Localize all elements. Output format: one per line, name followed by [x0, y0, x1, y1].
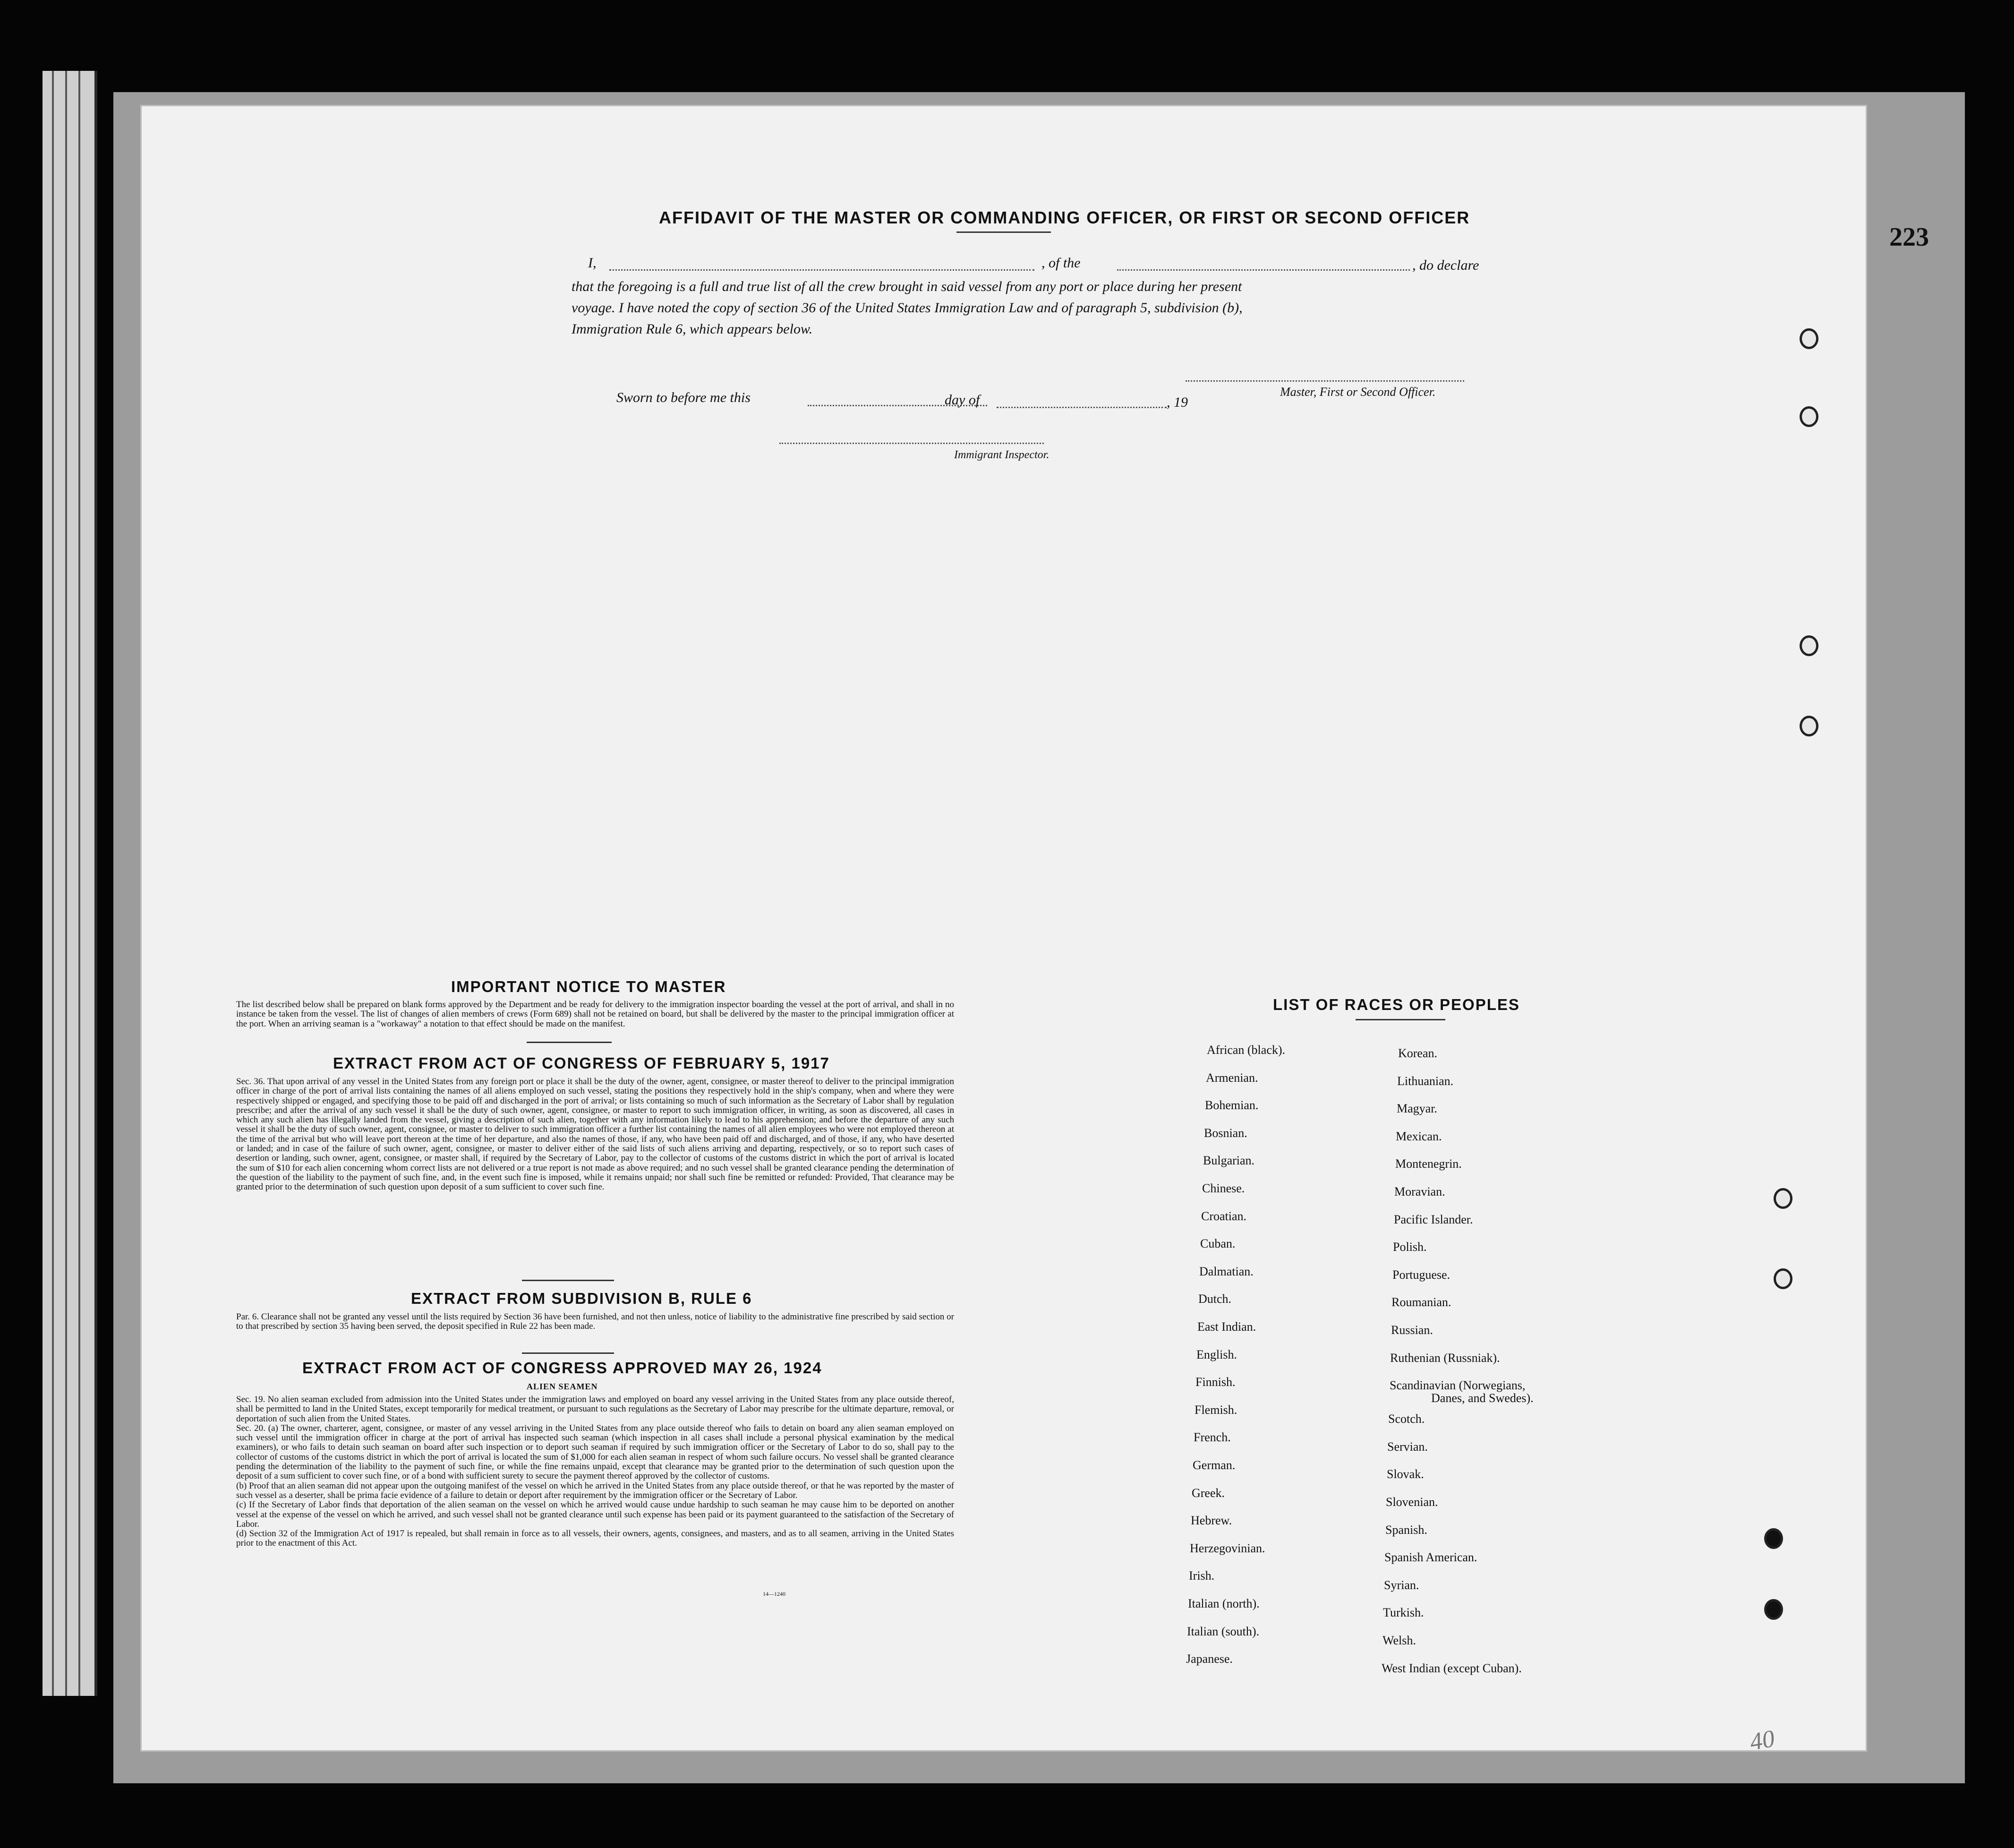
- race-item: Croatian.: [1201, 1209, 1247, 1223]
- race-item: Dutch.: [1198, 1292, 1232, 1306]
- extract-rule6-body: Par. 6. Clearance shall not be granted any vessel until the lists required by Section 36 have been furnished, and not then unless, notice of liability to the administrative fine prescribed by said section or to that prescribed by section 35 having been served, the deposit specified in Rule 22 has been made.: [236, 1312, 954, 1332]
- race-item: Scandinavian (Norwegians,: [1390, 1378, 1526, 1393]
- page-number: 223: [1889, 222, 1929, 252]
- extract-1917-body: Sec. 36. That upon arrival of any vessel in the United States from any foreign port or place it shall be the duty of the owner, agent, consignee, or master thereof to deliver to the principal immigration officer in charge of the port of arrival lists containing the names of all aliens employed on such vessel, stating the positions they respectively hold in the ship's company, when and where they were respectively shipped or engaged, and specifying those to be paid off and discharged in the port of arrival; or lists containing so much of such information as the Secretary of Labor shall by regulation prescribe; and after the arrival of any such vessel it shall be the duty of such owner, agent, consignee, or master to report to such immigration officer, in writing, as soon as discovered, all cases in which any such alien has illegally landed from the vessel, giving a description of such alien, together with any information likely to lead to his apprehension; and before the departure of any such vessel it shall be the duty of such owner, agent, consignee, or master to deliver to such immigration officer a further list containing the names of all alien employees who were not employed thereon at the time of the arrival but who will leave port thereon at the time of her departure, and also the names of those, if any, who have been paid off and discharged, and of those, if any, who have deserted or landed; and in case of the failure of such owner, agent, consignee, or master to deliver either of the said lists of such aliens arriving and departing, respectively, or so to report such cases of desertion or landing, such owner, agent, consignee, or master shall, if required by the Secretary of Labor, pay to the collector of customs of the customs district in which the port of arrival is located the sum of $10 for each alien concerning whom correct lists are not delivered or a true report is not made as above required; and no such vessel shall be granted clearance pending the determination of the question of the liability to the payment of such fine, and, in the event such fine is imposed, while it remains unpaid; nor shall such fine be remitted or refunded: Provided, That clearance may be granted prior to the determination of such question upon deposit of a sum sufficient to cover such fine.: [236, 1077, 954, 1192]
- binder-hole: [1800, 635, 1818, 656]
- race-item: Scotch.: [1388, 1412, 1425, 1426]
- race-item: Lithuanian.: [1397, 1074, 1454, 1088]
- document-page: [142, 106, 1866, 1756]
- race-item: Greek.: [1192, 1486, 1225, 1500]
- binder-hole: [1764, 1528, 1783, 1549]
- name-blank: [609, 269, 1034, 271]
- inspector-signature-line: [779, 443, 1044, 444]
- races-title: LIST OF RACES OR PEOPLES: [1273, 996, 1520, 1013]
- sec-20a-paragraph: Sec. 20. (a) The owner, charterer, agent, consignee, or master of any vessel arriving in the United States from any place outside thereof who fails to detain on board any alien seaman employed on such vessel until the immigration officer in charge at the port of arrival has inspected such seaman (which inspection in all cases shall include a personal physical examination by the medical examiners), or who fails to detain such seaman on board after such inspection or to deport such seaman if required by such immigration officer or the Secretary of Labor to do so, shall pay to the collector of customs of the customs district in which the port of arrival is located the sum of $1,000 for each alien seaman in respect of whom such failure occurs. No vessel shall be granted clearance pending the determination of the liability to the payment of such fine, or while the fine remains unpaid, except that clearance may be granted prior to the determination of such question upon the deposit of a sum sufficient to cover such fine, or of a bond with sufficient surety to secure the payment thereof approved by the collector of customs.: [236, 1423, 954, 1481]
- binder-hole: [1774, 1268, 1792, 1289]
- extract-1917-title: EXTRACT FROM ACT OF CONGRESS OF FEBRUARY 5, 1917: [333, 1054, 830, 1072]
- race-item: Slovenian.: [1386, 1495, 1438, 1509]
- race-item: Ruthenian (Russniak).: [1390, 1351, 1500, 1365]
- race-item: Turkish.: [1383, 1606, 1424, 1620]
- month-blank: [997, 407, 1167, 408]
- race-item: Irish.: [1189, 1569, 1215, 1583]
- binder-hole: [1800, 328, 1818, 349]
- affidavit-of-the: , of the: [1041, 255, 1081, 271]
- race-item: Bohemian.: [1205, 1098, 1259, 1112]
- spine-line: [52, 71, 54, 1696]
- sec-19-paragraph: Sec. 19. No alien seaman excluded from admission into the United States under the immigration laws and employed on board any vessel arriving in the United States from any place outside thereof, shall be permitted to land in the United States, except temporarily for medical treatment, or pursuant to such regulations as the Secretary of Labor may prescribe for the ultimate departure, removal, or deportation of such alien from the United States.: [236, 1395, 954, 1424]
- race-item: East Indian.: [1197, 1320, 1256, 1334]
- master-signature-label: Master, First or Second Officer.: [1280, 385, 1436, 399]
- race-item: Korean.: [1398, 1046, 1438, 1060]
- section-rule: [522, 1352, 614, 1354]
- sworn-text: Sworn to before me this: [616, 390, 751, 405]
- day-of-text: day of: [945, 392, 980, 408]
- binder-hole: [1774, 1188, 1792, 1209]
- race-item: Servian.: [1387, 1439, 1428, 1454]
- race-item: Flemish.: [1195, 1403, 1237, 1417]
- race-item: Mexican.: [1396, 1129, 1442, 1143]
- race-item: Pacific Islander.: [1394, 1212, 1473, 1226]
- race-item: Roumanian.: [1391, 1295, 1451, 1309]
- race-item: Welsh.: [1382, 1634, 1416, 1647]
- spine-line: [65, 71, 67, 1696]
- race-item: Spanish.: [1385, 1523, 1427, 1537]
- sec-20d-paragraph: (d) Section 32 of the Immigration Act of 1917 is repealed, but shall remain in force as to all vessels, their owners, agents, consignees, and masters, and as to all seamen, arriving in the United States prior to the enactment of this Act.: [236, 1529, 954, 1549]
- race-item: Magyar.: [1397, 1102, 1437, 1116]
- extract-1924-body: [236, 1395, 954, 1549]
- affidavit-title: AFFIDAVIT OF THE MASTER OR COMMANDING OFFICER, OR FIRST OR SECOND OFFICER: [659, 208, 1470, 227]
- alien-seamen-subtitle: ALIEN SEAMEN: [527, 1382, 598, 1391]
- binder-hole: [1800, 716, 1818, 736]
- race-item: Portuguese.: [1392, 1267, 1451, 1282]
- master-signature-line: [1186, 380, 1464, 382]
- races-title-rule: [1356, 1019, 1445, 1020]
- race-item: Chinese.: [1202, 1181, 1245, 1195]
- affidavit-do-declare: , do declare: [1412, 257, 1479, 273]
- spine-line: [78, 71, 80, 1696]
- race-item: English.: [1196, 1347, 1237, 1361]
- race-item: Slovak.: [1387, 1467, 1424, 1481]
- race-item: Finnish.: [1195, 1375, 1236, 1389]
- race-item: Herzegovinian.: [1190, 1541, 1265, 1555]
- sec-20c-paragraph: (c) If the Secretary of Labor finds that deportation of the alien seaman on the vessel on which he arrived would cause undue hardship to such seaman he may cause him to be deported on another vessel at the expense of the vessel on which he arrived, and such vessel shall not be granted clearance until such expense has been paid or its payment guaranteed to the satisfaction of the Secretary of Labor.: [236, 1500, 954, 1529]
- race-item: Dalmatian.: [1199, 1264, 1254, 1278]
- race-item: West Indian (except Cuban).: [1382, 1661, 1522, 1675]
- race-item: Danes, and Swedes).: [1431, 1391, 1534, 1405]
- race-item: Syrian.: [1384, 1578, 1419, 1592]
- title-rule: [956, 231, 1051, 233]
- race-item: Polish.: [1393, 1240, 1427, 1254]
- form-number: 14—1240: [763, 1591, 785, 1597]
- race-item: French.: [1194, 1430, 1231, 1445]
- extract-1924-title: EXTRACT FROM ACT OF CONGRESS APPROVED MAY 26, 1924: [302, 1359, 822, 1377]
- race-item: Montenegrin.: [1395, 1157, 1462, 1171]
- binder-hole: [1800, 406, 1818, 427]
- race-item: Bulgarian.: [1203, 1154, 1255, 1168]
- section-rule: [522, 1280, 614, 1281]
- section-rule: [527, 1042, 612, 1043]
- inspector-label: Immigrant Inspector.: [954, 449, 1050, 461]
- race-item: African (black).: [1207, 1043, 1286, 1057]
- notice-body: The list described below shall be prepared on blank forms approved by the Department and be ready for delivery to the immigration inspector boarding the vessel at the port of arrival, and shall in no instance be taken from the vessel. The list of changes of alien members of crews (Form 689) shall not be retained on board, but shall be delivered by the master to the principal immigration officer at the port. When an arriving seaman is a "workaway" a notation to that effect should be made on the manifest.: [236, 1000, 954, 1029]
- binder-hole: [1764, 1599, 1783, 1620]
- race-item: Russian.: [1391, 1323, 1433, 1337]
- year-prefix: , 19: [1167, 394, 1188, 410]
- affidavit-line-4: Immigration Rule 6, which appears below.: [572, 321, 813, 337]
- race-item: Bosnian.: [1204, 1126, 1247, 1140]
- affidavit-line-i: I,: [588, 255, 597, 271]
- pencil-margin-note: 40: [1748, 1725, 1777, 1756]
- race-item: Italian (north).: [1188, 1597, 1260, 1610]
- book-spine-edge: [43, 71, 97, 1696]
- race-item: Cuban.: [1200, 1237, 1236, 1251]
- race-item: Armenian.: [1206, 1070, 1258, 1085]
- race-item: Japanese.: [1186, 1652, 1233, 1666]
- race-item: Moravian.: [1394, 1185, 1445, 1198]
- race-item: Spanish American.: [1384, 1550, 1477, 1565]
- affidavit-line-2: that the foregoing is a full and true list of all the crew brought in said vessel from any port or place during her present: [572, 279, 1242, 294]
- notice-title: IMPORTANT NOTICE TO MASTER: [451, 978, 726, 995]
- sec-20b-paragraph: (b) Proof that an alien seaman did not appear upon the outgoing manifest of the vessel on which he arrived in the United States from any place outside thereof, or that he was reported by the master of such vessel as a deserter, shall be prima facie evidence of a failure to detain or deport after requirement by the immigration officer or the Secretary of Labor.: [236, 1480, 954, 1500]
- affidavit-line-3: voyage. I have noted the copy of section 36 of the United States Immigration Law and of paragraph 5, subdivision (b),: [572, 300, 1243, 316]
- race-item: Hebrew.: [1191, 1514, 1232, 1528]
- race-item: Italian (south).: [1187, 1624, 1260, 1638]
- race-item: German.: [1193, 1458, 1236, 1472]
- vessel-blank: [1117, 269, 1410, 271]
- extract-rule6-title: EXTRACT FROM SUBDIVISION B, RULE 6: [411, 1290, 752, 1307]
